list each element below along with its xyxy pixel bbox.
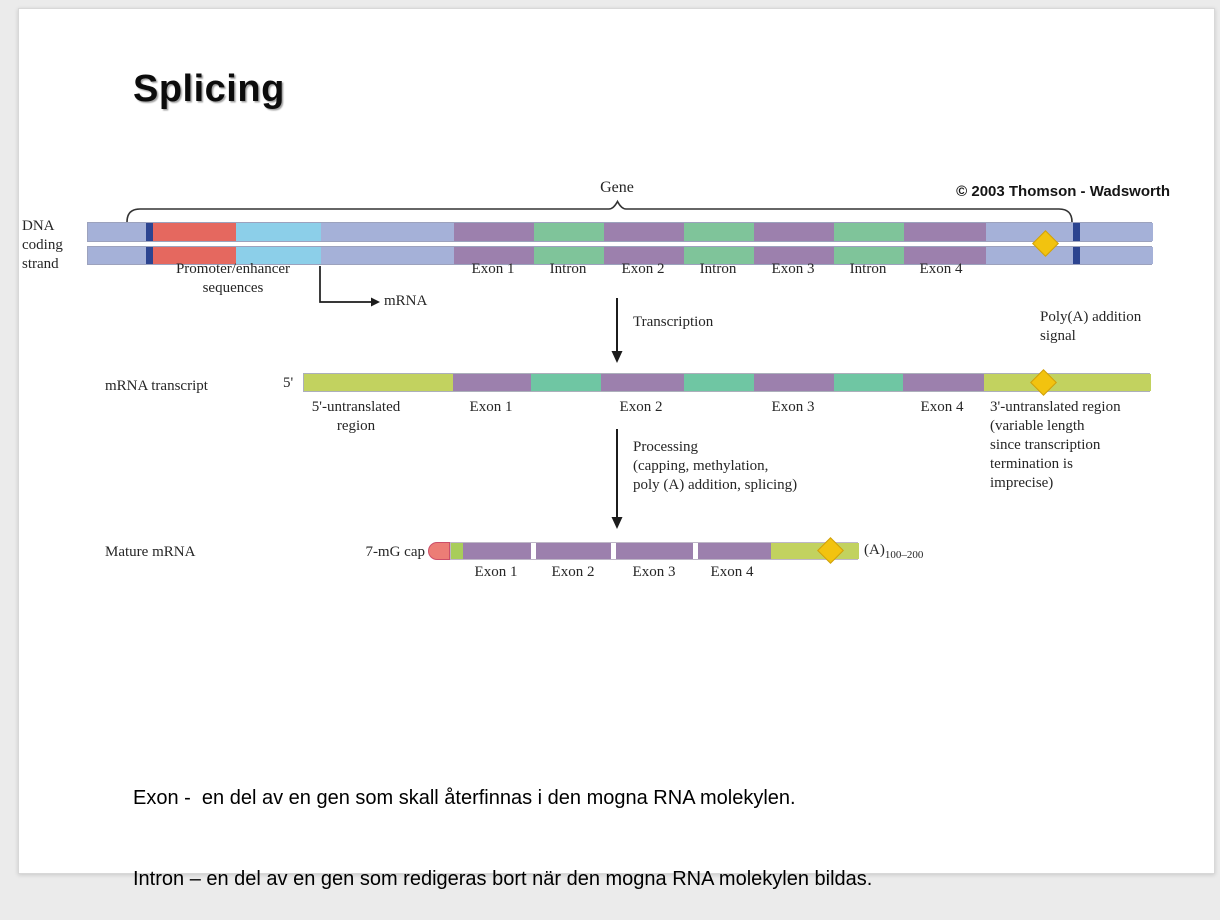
promoter-label	[176, 260, 290, 298]
utr5-label-line: 5'-untranslated	[311, 399, 401, 415]
utr3-label-line: 3'-untranslated region	[990, 399, 1121, 415]
dna-exon2-label: Exon 2	[621, 261, 665, 277]
five-prime-label: 5'	[283, 375, 294, 391]
intron-segment	[531, 374, 601, 391]
utr3-label-line: (variable length	[990, 418, 1085, 434]
polya-signal-label	[1040, 308, 1141, 346]
dna-intron-label: Intron	[699, 261, 737, 277]
mature-exon3-label: Exon 3	[632, 564, 676, 580]
mrna-transcript-bar	[303, 373, 1150, 392]
promoter-label-line: sequences	[202, 280, 264, 296]
mrna-arrow-label: mRNA	[384, 293, 428, 309]
intron-segment	[534, 223, 604, 241]
page-title: Splicing	[133, 68, 285, 110]
polya-signal-label-line: Poly(A) addition	[1040, 309, 1142, 325]
cap-label: 7-mG cap	[365, 544, 425, 560]
flank-segment	[88, 223, 146, 241]
dna-exon3-label: Exon 3	[771, 261, 815, 277]
polya-tail-label	[864, 541, 923, 565]
utr3-label	[990, 398, 1121, 493]
utr3-segment	[984, 374, 1151, 391]
seven-mg-cap	[428, 542, 450, 560]
exon-4-segment	[903, 374, 984, 391]
intron-segment	[684, 223, 754, 241]
dna-strand	[87, 222, 1152, 265]
exon-3-segment	[754, 374, 834, 391]
dna-strand-label	[22, 217, 63, 274]
boundary-bar	[1073, 223, 1080, 241]
polya-signal-segment	[986, 247, 1073, 264]
flank-segment	[1080, 223, 1153, 241]
exon-definition-line: Exon - en del av en gen som skall återfinnas i den mogna RNA molekylen.	[133, 787, 796, 809]
exon-2-segment	[601, 374, 684, 391]
exon-1-segment	[453, 374, 531, 391]
transcript-exon4-label: Exon 4	[920, 399, 964, 415]
mature-row-label: Mature mRNA	[105, 544, 196, 560]
intron-segment	[834, 223, 904, 241]
exon-4-segment	[904, 223, 986, 241]
exon-3-segment	[616, 543, 693, 559]
cap-junction-segment	[451, 543, 463, 559]
dna-intron-label: Intron	[849, 261, 887, 277]
exon-3-segment	[754, 223, 834, 241]
leader-segment	[321, 247, 454, 264]
exon-1-segment	[463, 543, 531, 559]
exon-4-segment	[698, 543, 771, 559]
polya-tail-subscript: 100–200	[884, 549, 924, 561]
dna-strand-top-row	[87, 222, 1152, 242]
polya-signal-label-line: signal	[1040, 328, 1076, 344]
promoter-label-line: Promoter/enhancer	[175, 261, 291, 277]
boundary-bar	[1073, 247, 1080, 264]
definitions-text	[133, 731, 872, 920]
gene-label: Gene	[600, 179, 634, 196]
mature-exon2-label: Exon 2	[551, 564, 595, 580]
dna-exon1-label: Exon 1	[471, 261, 515, 277]
exon-1-segment	[454, 223, 534, 241]
dna-strand-label-line: DNA	[22, 218, 55, 234]
utr5-label	[312, 398, 401, 436]
polya-tail-segment	[771, 543, 859, 559]
utr3-label-line: imprecise)	[990, 475, 1054, 491]
processing-label-line: poly (A) addition, splicing)	[633, 477, 798, 493]
utr5-label-line: region	[336, 418, 376, 434]
dna-strand-label-line: strand	[22, 256, 59, 272]
transcript-exon1-label: Exon 1	[469, 399, 513, 415]
intron-segment	[684, 374, 754, 391]
copyright-notice: © 2003 Thomson - Wadsworth	[956, 183, 1170, 200]
transcript-exon3-label: Exon 3	[771, 399, 815, 415]
intron-definition-line: Intron – en del av en gen som redigeras bort när den mogna RNA molekylen bildas.	[133, 868, 873, 890]
exon-2-segment	[604, 223, 684, 241]
boundary-bar	[146, 223, 153, 241]
transcript-row-label: mRNA transcript	[105, 378, 208, 394]
utr3-label-line: termination is	[990, 456, 1073, 472]
dna-intron-label: Intron	[549, 261, 587, 277]
flank-segment	[1080, 247, 1153, 264]
flank-segment	[88, 247, 146, 264]
utr5-segment	[304, 374, 453, 391]
dna-exon4-label: Exon 4	[919, 261, 963, 277]
transcript-exon2-label: Exon 2	[619, 399, 663, 415]
dna-strand-label-line: coding	[22, 237, 63, 253]
transcription-label: Transcription	[633, 314, 714, 330]
processing-label-line: (capping, methylation,	[633, 458, 769, 474]
exon-2-segment	[536, 543, 611, 559]
intron-segment	[834, 374, 903, 391]
leader-segment	[321, 223, 454, 241]
polya-tail-text: (A)	[864, 542, 885, 558]
processing-label	[633, 438, 797, 495]
mature-exon4-label: Exon 4	[710, 564, 754, 580]
polya-signal-segment	[986, 223, 1073, 241]
mature-mrna-bar	[450, 542, 858, 560]
processing-label-line: Processing	[633, 439, 698, 455]
mature-exon1-label: Exon 1	[474, 564, 518, 580]
utr3-label-line: since transcription	[990, 437, 1101, 453]
boundary-bar	[146, 247, 153, 264]
promoter-segment	[153, 223, 236, 241]
enhancer-segment	[236, 223, 321, 241]
